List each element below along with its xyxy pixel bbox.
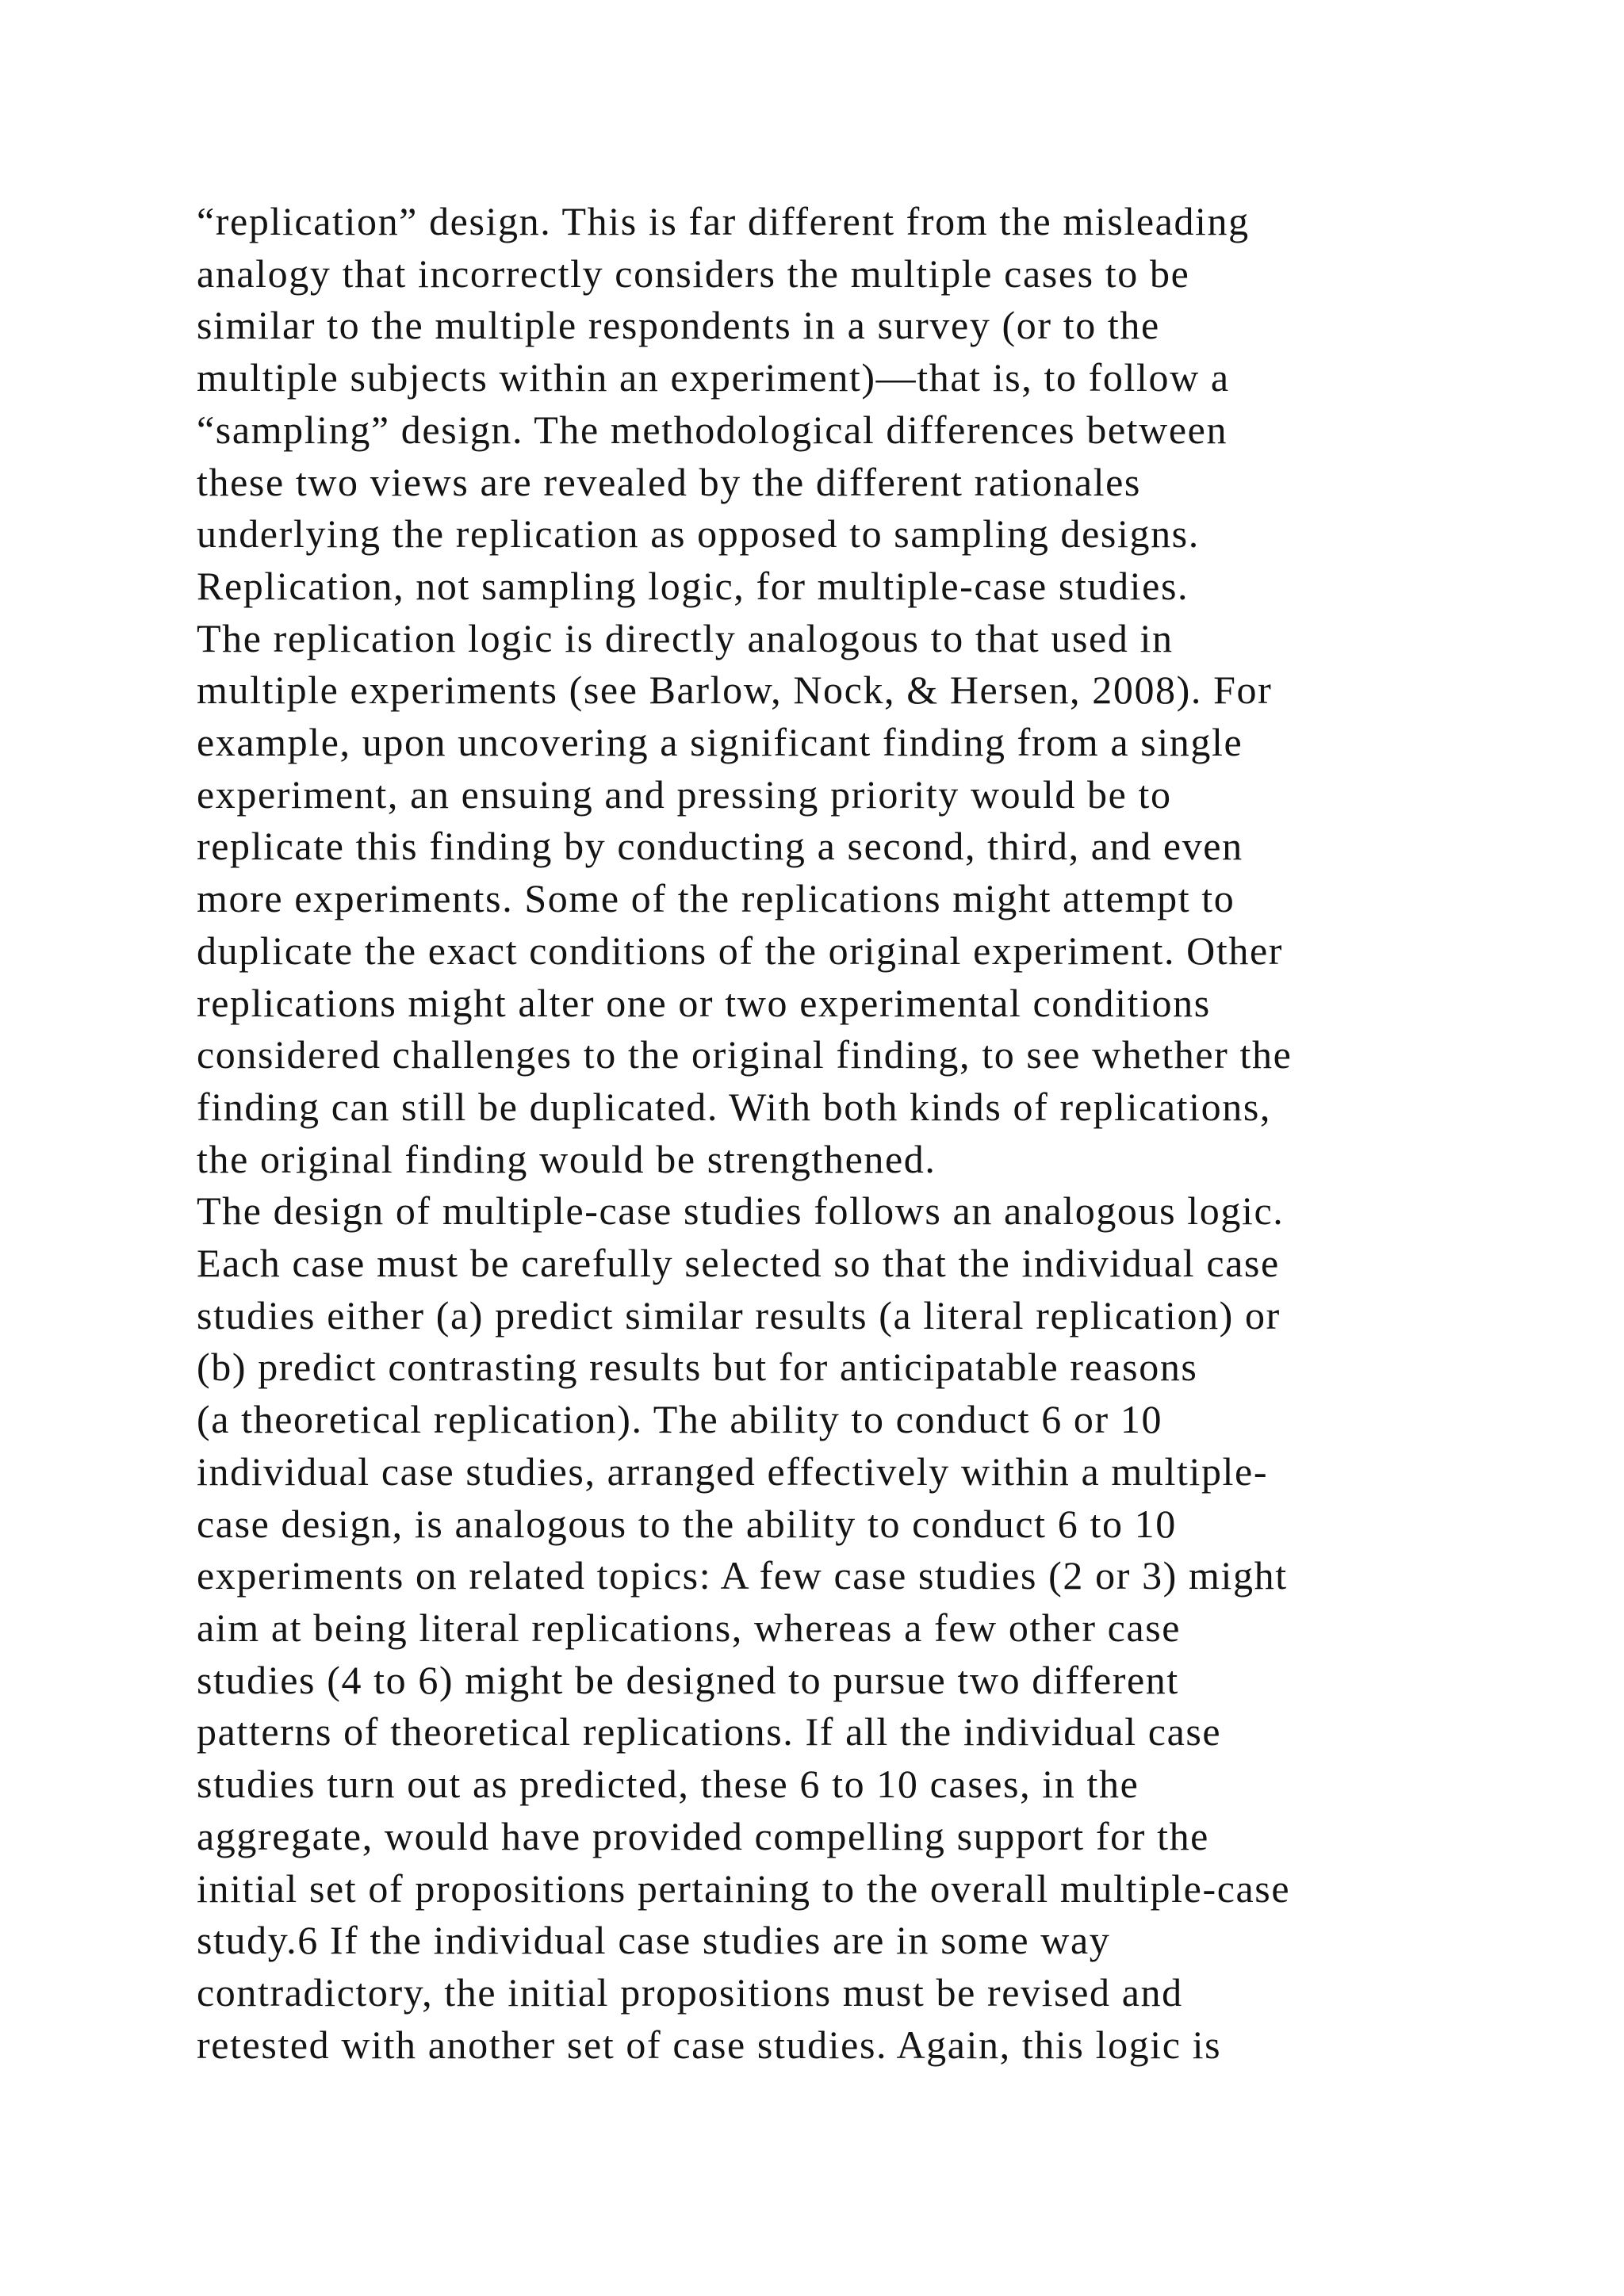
text-line: more experiments. Some of the replications might attempt to (197, 876, 1235, 921)
text-line: the original finding would be strengthened. (197, 1136, 936, 1181)
text-line: underlying the replication as opposed to sampling designs. (197, 511, 1200, 557)
text-line: case design, is analogous to the ability to conduct 6 to 10 (197, 1501, 1177, 1546)
text-line: initial set of propositions pertaining to the overall multiple-case (197, 1866, 1291, 1911)
text-line: experiments on related topics: A few case studies (2 or 3) might (197, 1553, 1288, 1598)
section-heading-line: Replication, not sampling logic, for multiple-case studies. (197, 563, 1189, 608)
text-line: studies turn out as predicted, these 6 to 10 cases, in the (197, 1762, 1139, 1807)
text-line: “sampling” design. The methodological differences between (197, 407, 1228, 452)
text-line: “replication” design. This is far different from the misleading (197, 199, 1250, 243)
text-line: duplicate the exact conditions of the original experiment. Other (197, 928, 1284, 973)
text-line: contradictory, the initial propositions must be revised and (197, 1969, 1183, 2015)
text-line: studies (4 to 6) might be designed to pursue two different (197, 1657, 1179, 1702)
text-line: considered challenges to the original finding, to see whether the (197, 1032, 1293, 1077)
text-line: patterns of theoretical replications. If all the individual case (197, 1709, 1222, 1755)
text-line: finding can still be duplicated. With both kinds of replications, (197, 1084, 1272, 1129)
text-line: The design of multiple-case studies follows an analogous logic. (197, 1188, 1285, 1234)
text-line: aim at being literal replications, whereas a few other case (197, 1605, 1182, 1650)
text-line: retested with another set of case studies. Again, this logic is (197, 2022, 1222, 2067)
text-line: replications might alter one or two experimental conditions (197, 980, 1211, 1025)
text-line: example, upon uncovering a significant finding from a single (197, 720, 1243, 765)
text-line: Each case must be carefully selected so that the individual case (197, 1241, 1280, 1286)
text-line: multiple subjects within an experiment)—that is, to follow a (197, 355, 1230, 400)
text-line: (a theoretical replication). The ability to conduct 6 or 10 (197, 1397, 1163, 1442)
text-line: study.6 If the individual case studies are in some way (197, 1918, 1111, 1963)
text-line: studies either (a) predict similar results (a literal replication) or (197, 1292, 1281, 1337)
text-line: analogy that incorrectly considers the multiple cases to be (197, 251, 1190, 296)
text-line: experiment, an ensuing and pressing priority would be to (197, 771, 1172, 817)
text-line: replicate this finding by conducting a second, third, and even (197, 824, 1243, 869)
text-line: these two views are revealed by the different rationales (197, 459, 1141, 504)
text-line: multiple experiments (see Barlow, Nock, & Hersen, 2008). For (197, 668, 1273, 713)
text-line: The replication logic is directly analogous to that used in (197, 615, 1174, 660)
body-text (197, 196, 1529, 2071)
text-line: individual case studies, arranged effectively within a multiple- (197, 1448, 1269, 1494)
text-line: (b) predict contrasting results but for anticipatable reasons (197, 1345, 1198, 1390)
text-line: similar to the multiple respondents in a survey (or to the (197, 303, 1160, 348)
text-line: aggregate, would have provided compelling support for the (197, 1813, 1209, 1858)
